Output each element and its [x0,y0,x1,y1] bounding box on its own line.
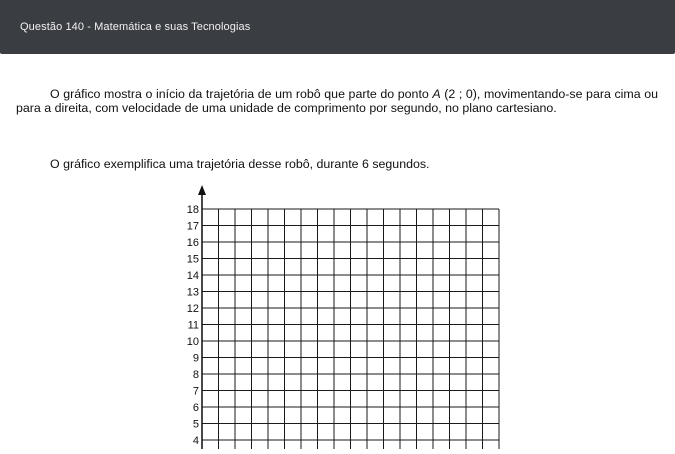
y-tick-label: 15 [186,253,199,266]
y-tick-label: 10 [186,336,199,348]
y-tick-label: 8 [192,369,199,381]
question-title: Questão 140 - Matemática e suas Tecnologias [20,21,251,33]
y-tick-label: 6 [192,402,199,414]
y-tick-label: 13 [186,286,199,299]
y-tick-label: 5 [192,418,199,431]
y-tick-label: 4 [192,435,199,447]
paragraph-1-text-start: O gráfico mostra o início da trajetória de um robô que parte do ponto [50,87,433,101]
question-paragraph-2: O gráfico exemplifica uma trajetória desse robô, durante 6 segundos. [50,157,430,171]
y-tick-label: 11 [187,319,199,332]
y-axis-arrow-icon [198,185,206,195]
y-tick-label: 7 [192,385,199,398]
y-tick-label: 16 [186,237,199,249]
y-tick-label: 9 [192,352,199,365]
y-tick-label: 12 [186,303,199,315]
y-tick-label: 14 [186,270,199,282]
y-tick-label: 18 [186,204,199,216]
y-tick-label: 17 [186,220,199,233]
point-label-a: A [432,87,441,101]
paragraph-1-text-end: (2 ; 0), movimentando-se para cima ou para a direita, com velocidade de uma unidade de comprimento por segundo, no plano cartesiano. [16,87,658,116]
